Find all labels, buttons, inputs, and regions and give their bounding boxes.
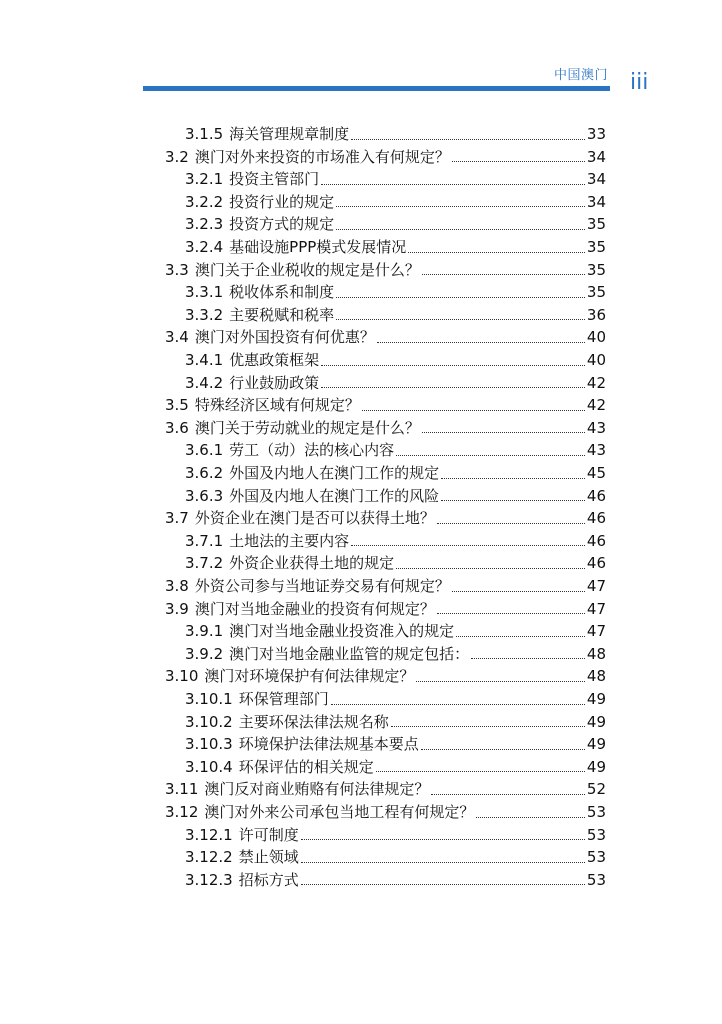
toc-entry-title: 环境保护法律法规基本要点 [238, 735, 419, 754]
toc-leader-dots [351, 545, 585, 546]
toc-leader-dots [452, 161, 585, 162]
toc-leader-dots [331, 704, 585, 705]
toc-entry-title: 主要环保法律法规名称 [238, 712, 389, 731]
toc-entry-number: 3.3.2 [185, 305, 224, 324]
toc-leader-dots [437, 523, 585, 524]
toc-entry[interactable] [185, 688, 606, 710]
toc-entry-number: 3.2.1 [185, 170, 224, 189]
toc-leader-dots [476, 817, 584, 818]
toc-entry-number: 3.12.1 [185, 825, 233, 844]
toc-entry-page: 36 [586, 305, 606, 324]
toc-entry-title: 优惠政策框架 [229, 351, 320, 369]
toc-entry-title: 税收体系和制度 [229, 283, 335, 302]
toc-leader-dots [351, 139, 585, 140]
toc-entry[interactable] [185, 304, 606, 326]
toc-entry-number: 3.12 [165, 803, 199, 821]
toc-leader-dots [301, 862, 585, 863]
toc-entry-page: 35 [586, 238, 606, 256]
toc-entry-number: 3.4.2 [185, 373, 224, 392]
toc-entry-title: 澳门对外来投资的市场准入有何规定？ [194, 147, 450, 166]
toc-entry-title: 澳门对当地金融业投资准入的规定 [229, 622, 455, 641]
toc-entry-page: 52 [586, 780, 606, 799]
toc-entry[interactable] [185, 462, 606, 484]
toc-entry[interactable] [165, 598, 606, 620]
toc-entry-number: 3.10.4 [185, 757, 233, 776]
toc-entry[interactable] [165, 146, 606, 168]
toc-entry-page: 47 [586, 599, 606, 618]
toc-leader-dots [396, 455, 585, 456]
toc-entry-title: 澳门对外国投资有何优惠？ [194, 328, 375, 347]
toc-entry[interactable] [165, 778, 606, 800]
toc-entry-number: 3.10.1 [185, 690, 233, 708]
toc-entry-page: 48 [586, 667, 606, 686]
toc-leader-dots [437, 613, 585, 614]
toc-entry-title: 环保管理部门 [238, 690, 329, 708]
toc-leader-dots [336, 206, 585, 207]
toc-entry-page: 40 [586, 351, 606, 369]
toc-entry[interactable] [185, 869, 606, 891]
toc-entry[interactable] [185, 168, 606, 190]
page-number: iii [630, 70, 649, 95]
toc-leader-dots [336, 319, 585, 320]
toc-leader-dots [336, 229, 585, 230]
toc-entry[interactable] [165, 394, 606, 416]
toc-entry-title: 环保评估的相关规定 [238, 757, 374, 776]
toc-entry-page: 35 [586, 260, 606, 279]
toc-entry[interactable] [165, 259, 606, 281]
toc-entry[interactable] [185, 846, 606, 868]
toc-entry-number: 3.9.1 [185, 622, 224, 641]
toc-leader-dots [456, 636, 585, 637]
toc-entry-page: 46 [586, 486, 606, 505]
toc-entry-title: 外资公司参与当地证券交易有何规定？ [194, 577, 450, 595]
toc-entry[interactable] [185, 191, 606, 213]
toc-entry-number: 3.8 [165, 577, 189, 595]
toc-entry-title: 海关管理规章制度 [229, 125, 350, 143]
toc-entry-title: 外资企业获得土地的规定 [229, 554, 395, 573]
toc-entry[interactable] [185, 824, 606, 846]
toc-entry-number: 3.10 [165, 667, 199, 686]
toc-entry-number: 3.3 [165, 260, 189, 279]
toc-leader-dots [416, 681, 584, 682]
toc-leader-dots [321, 365, 585, 366]
toc-entry-number: 3.7.1 [185, 531, 224, 550]
toc-entry-page: 46 [586, 554, 606, 573]
toc-entry[interactable] [185, 439, 606, 461]
toc-entry-number: 3.2 [165, 147, 189, 166]
toc-entry-page: 46 [586, 509, 606, 528]
toc-entry-page: 46 [586, 531, 606, 550]
toc-entry-number: 3.11 [165, 780, 199, 799]
toc-entry[interactable] [185, 530, 606, 552]
toc-entry[interactable] [185, 372, 606, 394]
toc-entry-number: 3.7.2 [185, 554, 224, 573]
toc-entry-title: 特殊经济区域有何规定？ [194, 396, 360, 415]
toc-entry-page: 53 [586, 803, 606, 821]
toc-entry-number: 3.6 [165, 418, 189, 437]
toc-entry-title: 投资主管部门 [229, 170, 320, 189]
toc-entry-number: 3.4.1 [185, 351, 224, 369]
toc-leader-dots [301, 839, 585, 840]
toc-entry-title: 澳门反对商业贿赂有何法律规定？ [204, 780, 430, 799]
toc-leader-dots [421, 749, 585, 750]
toc-leader-dots [422, 432, 585, 433]
header-rule [143, 86, 610, 91]
toc-entry[interactable] [185, 643, 606, 665]
toc-entry-page: 45 [586, 464, 606, 482]
toc-entry[interactable] [185, 485, 606, 507]
toc-entry-number: 3.4 [165, 328, 189, 347]
toc-entry-page: 42 [586, 373, 606, 392]
toc-entry[interactable] [165, 665, 606, 687]
toc-entry[interactable] [185, 756, 606, 778]
toc-leader-dots [362, 410, 585, 411]
toc-entry-number: 3.10.3 [185, 735, 233, 754]
toc-leader-dots [408, 252, 585, 253]
running-header-title: 中国澳门 [553, 68, 608, 83]
toc-entry[interactable] [185, 620, 606, 642]
toc-entry-number: 3.9 [165, 599, 189, 618]
toc-entry-page: 47 [586, 622, 606, 641]
toc-entry-page: 35 [586, 215, 606, 234]
toc-entry-number: 3.6.3 [185, 486, 224, 505]
toc-entry-title: 外资企业在澳门是否可以获得土地？ [194, 509, 435, 528]
toc-entry-page: 47 [586, 577, 606, 595]
toc-entry[interactable] [165, 326, 606, 348]
toc-leader-dots [321, 184, 585, 185]
toc-entry-page: 40 [586, 328, 606, 347]
toc-entry-page: 35 [586, 283, 606, 302]
toc-entry-page: 42 [586, 396, 606, 415]
toc-entry[interactable] [165, 507, 606, 529]
toc-entry-page: 53 [586, 825, 606, 844]
toc-entry-title: 行业鼓励政策 [229, 373, 320, 392]
toc-entry-title: 招标方式 [238, 870, 299, 889]
toc-entry-number: 3.2.2 [185, 192, 224, 211]
toc-entry-page: 53 [586, 848, 606, 867]
toc-entry-number: 3.2.3 [185, 215, 224, 234]
toc-entry-number: 3.7 [165, 509, 189, 528]
toc-leader-dots [321, 387, 585, 388]
toc-entry-title: 澳门对环境保护有何法律规定？ [204, 667, 415, 686]
toc-entry-number: 3.6.2 [185, 464, 224, 482]
toc-entry-number: 3.2.4 [185, 238, 224, 256]
toc-entry-title: 澳门对外来公司承包当地工程有何规定？ [204, 803, 475, 821]
toc-entry[interactable] [165, 417, 606, 439]
toc-leader-dots [301, 884, 585, 885]
toc-entry-page: 48 [586, 644, 606, 663]
toc-entry[interactable] [185, 236, 606, 258]
toc-entry[interactable] [185, 213, 606, 235]
toc-entry-number: 3.5 [165, 396, 189, 415]
toc-entry[interactable] [165, 801, 606, 823]
toc-entry-title: 土地法的主要内容 [229, 531, 350, 550]
toc-entry-page: 53 [586, 870, 606, 889]
toc-entry[interactable] [185, 123, 606, 145]
toc-leader-dots [441, 478, 585, 479]
toc-leader-dots [441, 500, 585, 501]
toc-entry-title: 劳工（动）法的核心内容 [229, 441, 395, 460]
toc-entry[interactable] [185, 733, 606, 755]
toc-entry[interactable] [185, 711, 606, 733]
toc-entry-page: 43 [586, 418, 606, 437]
toc-entry[interactable] [185, 552, 606, 574]
toc-leader-dots [336, 297, 585, 298]
toc-leader-dots [391, 726, 585, 727]
toc-entry[interactable] [185, 281, 606, 303]
toc-entry-page: 49 [586, 735, 606, 754]
toc-entry-title: 澳门关于企业税收的规定是什么？ [194, 260, 420, 279]
toc-entry-page: 43 [586, 441, 606, 460]
toc-leader-dots [396, 568, 585, 569]
toc-leader-dots [452, 591, 585, 592]
toc-entry-page: 34 [586, 192, 606, 211]
toc-entry-page: 34 [586, 170, 606, 189]
toc-entry[interactable] [185, 349, 606, 371]
toc-entry[interactable] [165, 575, 606, 597]
toc-entry-title: 外国及内地人在澳门工作的风险 [229, 486, 440, 505]
toc-entry-title: 澳门对当地金融业监管的规定包括： [229, 644, 470, 663]
toc-entry-title: 许可制度 [238, 825, 299, 844]
toc-entry-number: 3.12.3 [185, 870, 233, 889]
toc-entry-title: 澳门对当地金融业的投资有何规定？ [194, 599, 435, 618]
toc-entry-title: 澳门关于劳动就业的规定是什么？ [194, 418, 420, 437]
toc-entry-number: 3.6.1 [185, 441, 224, 460]
toc-leader-dots [422, 274, 585, 275]
toc-entry-title: 基础设施PPP模式发展情况 [229, 238, 407, 256]
toc-entry-title: 禁止领域 [238, 848, 299, 867]
toc-entry-number: 3.3.1 [185, 283, 224, 302]
toc-entry-page: 34 [586, 147, 606, 166]
toc-leader-dots [471, 658, 585, 659]
toc-entry-title: 投资方式的规定 [229, 215, 335, 234]
toc-entry-title: 主要税赋和税率 [229, 305, 335, 324]
toc-leader-dots [377, 342, 585, 343]
toc-entry-page: 49 [586, 757, 606, 776]
toc-entry-page: 33 [586, 125, 606, 143]
toc-entry-title: 外国及内地人在澳门工作的规定 [229, 464, 440, 482]
toc-entry-page: 49 [586, 712, 606, 731]
toc-entry-number: 3.10.2 [185, 712, 233, 731]
toc-entry-number: 3.1.5 [185, 125, 224, 143]
toc-entry-number: 3.12.2 [185, 848, 233, 867]
toc-entry-number: 3.9.2 [185, 644, 224, 663]
toc-leader-dots [376, 771, 585, 772]
toc-entry-page: 49 [586, 690, 606, 708]
toc-leader-dots [431, 794, 584, 795]
toc-entry-title: 投资行业的规定 [229, 192, 335, 211]
